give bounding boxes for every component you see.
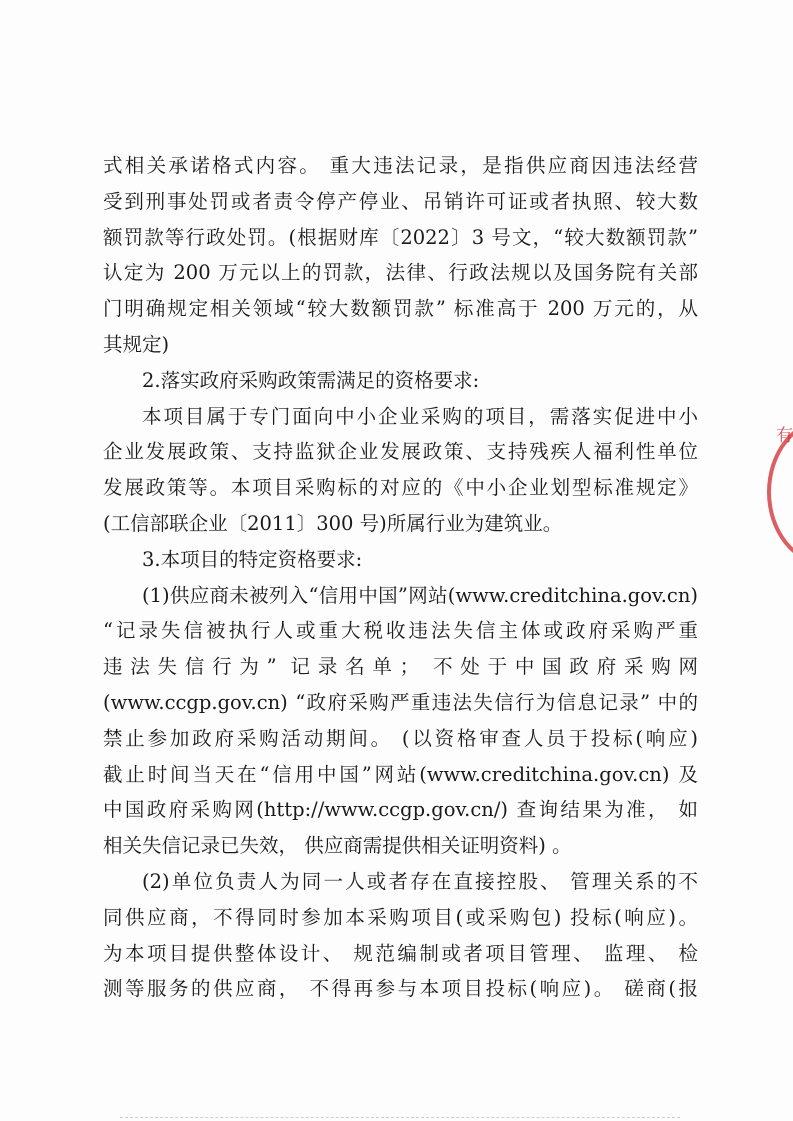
text-line: “记录失信被执行人或重大税收违法失信主体或政府采购严重 [103,619,698,643]
text-line: 门明确规定相关领域“较大数额罚款” 标准高于 200 万元的，从 [103,297,698,321]
text-line: (2)单位负责人为同一人或者存在直接控股、 管理关系的不 [142,869,698,893]
text-line: 截止时间当天在“信用中国”网站(www.creditchina.gov.cn) 及 [103,762,698,786]
text-line: 测等服务的供应商， 不得再参与本项目投标(响应)。 磋商(报 [103,977,698,1001]
scan-edge [120,1117,680,1119]
text-line: 企业发展政策、支持监狱企业发展政策、支持残疾人福利性单位 [103,440,698,464]
text-line: 相关失信记录已失效， 供应商需提供相关证明资料) 。 [103,834,572,858]
seal-stamp [763,418,793,566]
text-line: 同供应商，不得同时参加本采购项目(或采购包) 投标(响应)。 [103,905,698,929]
seal-text: 有 [772,426,792,443]
text-line: 额罚款等行政处罚。(根据财库〔2022〕3 号文，“较大数额罚款” [103,225,698,249]
text-line: 3.本项目的特定资格要求: [142,547,363,571]
text-line: 违法失信行为” 记录名单； 不处于中国政府采购网 [103,655,698,679]
text-line: 本项目属于专门面向中小企业采购的项目，需落实促进中小 [142,404,698,428]
text-line: 发展政策等。本项目采购标的对应的《中小企业划型标准规定》 [103,476,698,500]
text-line: 认定为 200 万元以上的罚款，法律、行政法规以及国务院有关部 [103,261,698,285]
text-line: 其规定) [103,332,170,356]
text-line: 式相关承诺格式内容。 重大违法记录，是指供应商因违法经营 [103,154,698,177]
text-line: (www.ccgp.gov.cn) “政府采购严重违法失信行为信息记录” 中的 [103,690,698,714]
text-line: (工信部联企业〔2011〕300 号)所属行业为建筑业。 [103,511,563,535]
document-body [103,148,698,1007]
text-line: 受到刑事处罚或者责令停产停业、吊销许可证或者执照、较大数 [103,189,698,213]
text-line: 2.落实政府采购政策需满足的资格要求: [142,368,480,392]
text-line: 禁止参加政府采购活动期间。 (以资格审查人员于投标(响应) [103,726,698,750]
text-line: (1)供应商未被列入“信用中国”网站(www.creditchina.gov.cn) [142,583,698,607]
text-line: 中国政府采购网(http://www.ccgp.gov.cn/) 查询结果为准， 如 [103,798,698,822]
text-line: 为本项目提供整体设计、 规范编制或者项目管理、 监理、 检 [103,941,698,965]
